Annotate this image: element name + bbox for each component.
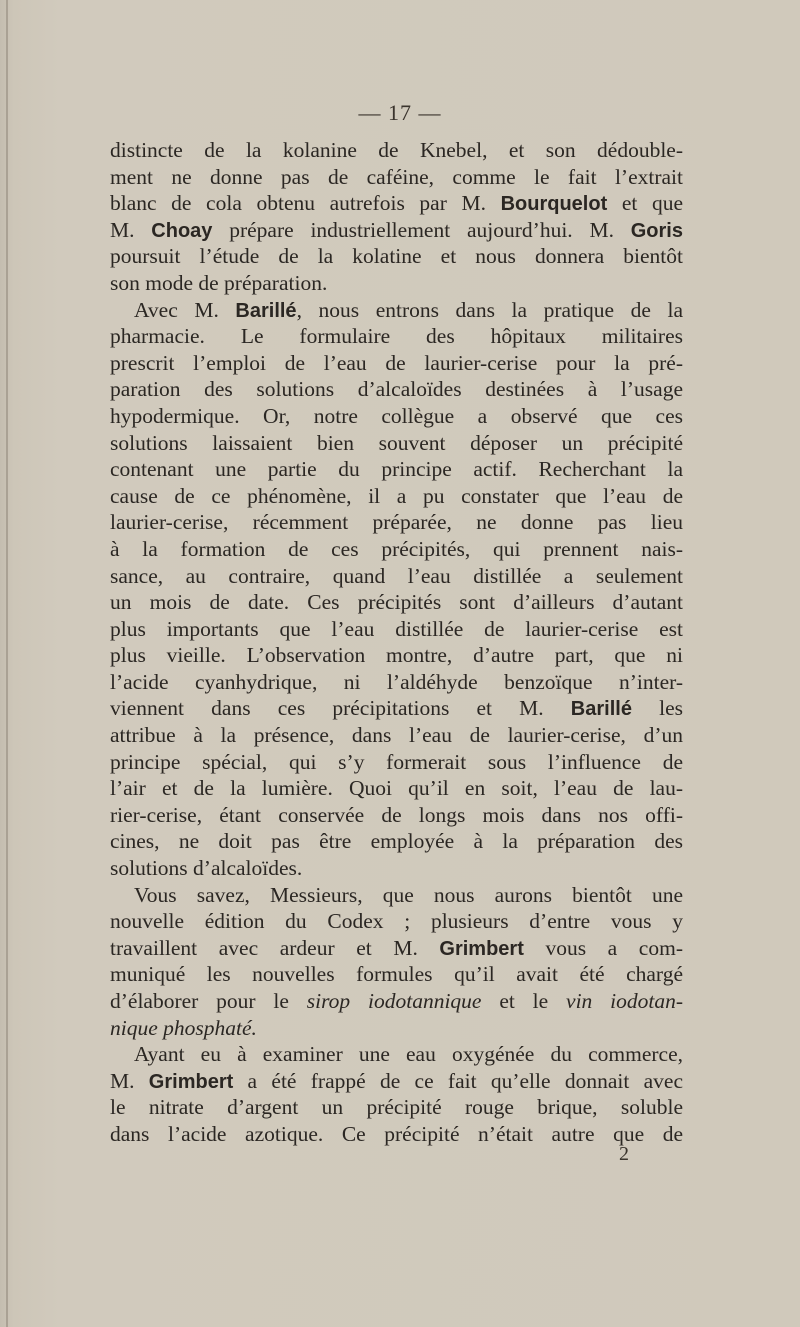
author-name: Barillé xyxy=(235,299,297,322)
text-line xyxy=(110,430,683,457)
author-name: Grimbert xyxy=(439,937,524,960)
text-span: a été frappé de ce fait qu’elle donnait avec xyxy=(233,1068,684,1093)
text-span: dans l’acide azotique. Ce précipité n’était autre que de xyxy=(110,1121,683,1146)
text-line xyxy=(110,908,683,935)
page-number: — 17 — xyxy=(358,100,442,125)
text-line xyxy=(110,376,683,403)
text-line xyxy=(110,190,683,217)
text-span: paration des solutions d’alcaloïdes destinées à l’usage xyxy=(110,377,683,402)
text-span: les xyxy=(631,696,683,721)
text-span: et le xyxy=(481,989,567,1013)
text-span: à la formation de ces précipités, qui prennent nais- xyxy=(110,536,683,561)
text-span: , nous entrons dans la pratique de la xyxy=(296,297,683,322)
text-span: laurier-cerise, récemment préparée, ne donne pas lieu xyxy=(110,510,683,535)
text-line xyxy=(110,137,683,164)
text-line xyxy=(110,589,683,616)
page-binding-edge xyxy=(6,0,8,1327)
text-span: contenant une partie du principe actif. Recherchant la xyxy=(110,457,683,482)
text-span: poursuit l’étude de la kolatine et nous donnera bientôt xyxy=(110,244,683,269)
text-span: son mode de préparation. xyxy=(110,270,328,295)
text-span: solutions laissaient bien souvent déposer un précipité xyxy=(110,430,683,455)
text-span: M. xyxy=(110,1068,149,1093)
text-line xyxy=(110,456,683,483)
text-span: et que xyxy=(607,191,684,216)
text-span: plus importants que l’eau distillée de laurier-cerise est xyxy=(110,616,683,641)
text-line xyxy=(110,1041,683,1068)
text-span: blanc de cola obtenu autrefois par M. xyxy=(110,191,501,216)
text-span: nouvelle édition du Codex ; plusieurs d’entre vous y xyxy=(110,909,683,934)
text-line xyxy=(110,1121,683,1148)
text-span: plus vieille. L’observation montre, d’autre part, que ni xyxy=(110,643,683,668)
author-name: Goris xyxy=(630,219,683,242)
text-line xyxy=(110,749,683,776)
text-span: sance, au contraire, quand l’eau distillée a seulement xyxy=(110,563,683,588)
italic-term: sirop iodotannique xyxy=(306,989,482,1013)
text-line xyxy=(110,616,683,643)
text-span: solutions d’alcaloïdes. xyxy=(110,856,303,881)
text-span: d’élaborer pour le xyxy=(110,989,307,1013)
text-line xyxy=(110,775,683,802)
text-span: l’air et de la lumière. Quoi qu’il en soit, l’eau de lau- xyxy=(110,776,683,801)
body-text xyxy=(110,137,683,1148)
text-line xyxy=(110,642,683,669)
text-span: Ayant eu à examiner une eau oxygénée du commerce, xyxy=(134,1042,683,1067)
signature-mark: 2 xyxy=(619,1143,629,1165)
text-span: M. xyxy=(110,217,152,242)
text-span: un mois de date. Ces précipités sont d’ailleurs d’autant xyxy=(110,590,683,615)
text-line xyxy=(110,1068,683,1095)
text-line xyxy=(110,297,683,324)
text-line xyxy=(110,217,683,244)
text-line xyxy=(110,855,683,882)
italic-term: nique phosphaté. xyxy=(110,1015,257,1040)
text-line xyxy=(110,243,683,270)
text-span: prépare industriellement aujourd’hui. M. xyxy=(212,217,631,242)
text-line xyxy=(110,323,683,350)
text-line xyxy=(110,563,683,590)
text-line xyxy=(110,802,683,829)
text-line xyxy=(110,509,683,536)
author-name: Bourquelot xyxy=(500,193,608,216)
text-span: hypodermique. Or, notre collègue a observé que ces xyxy=(110,403,683,428)
text-span: attribue à la présence, dans l’eau de laurier-cerise, d’un xyxy=(110,723,683,748)
text-line xyxy=(110,1015,683,1042)
text-line xyxy=(110,828,683,855)
text-line xyxy=(110,164,683,191)
author-name: Barillé xyxy=(570,698,632,721)
text-line xyxy=(110,483,683,510)
text-span: Vous savez, Messieurs, que nous aurons bientôt une xyxy=(134,882,683,907)
author-name: Grimbert xyxy=(148,1070,234,1093)
text-line xyxy=(110,722,683,749)
text-span: Avec M. xyxy=(134,297,236,322)
text-span: distincte de la kolanine de Knebel, et son dédouble- xyxy=(110,138,683,162)
text-span: cines, ne doit pas être employée à la préparation des xyxy=(110,829,683,854)
text-span: le nitrate d’argent un précipité rouge brique, soluble xyxy=(110,1095,683,1120)
italic-term: vin iodotan- xyxy=(566,989,683,1013)
text-line xyxy=(110,350,683,377)
text-span: principe spécial, qui s’y formerait sous l’influence de xyxy=(110,749,683,774)
text-line xyxy=(110,270,683,297)
text-line xyxy=(110,882,683,909)
author-name: Choay xyxy=(151,219,213,242)
text-span: ment ne donne pas de caféine, comme le fait l’extrait xyxy=(110,164,683,189)
text-line xyxy=(110,988,683,1015)
text-span: rier-cerise, étant conservée de longs mois dans nos offi- xyxy=(110,802,683,827)
text-span: vous a com- xyxy=(523,935,683,960)
text-line xyxy=(110,1094,683,1121)
text-span: viennent dans ces précipitations et M. xyxy=(110,696,571,721)
text-span: pharmacie. Le formulaire des hôpitaux militaires xyxy=(110,324,683,349)
text-line xyxy=(110,935,683,962)
text-span: cause de ce phénomène, il a pu constater que l’eau de xyxy=(110,483,683,508)
text-span: prescrit l’emploi de l’eau de laurier-cerise pour la pré- xyxy=(110,350,683,375)
text-span: travaillent avec ardeur et M. xyxy=(110,935,440,960)
text-line xyxy=(110,669,683,696)
text-line xyxy=(110,695,683,722)
text-span: muniqué les nouvelles formules qu’il avait été chargé xyxy=(110,962,683,987)
text-line xyxy=(110,961,683,988)
text-line xyxy=(110,536,683,563)
text-span: l’acide cyanhydrique, ni l’aldéhyde benzoïque n’inter- xyxy=(110,669,683,694)
text-line xyxy=(110,403,683,430)
